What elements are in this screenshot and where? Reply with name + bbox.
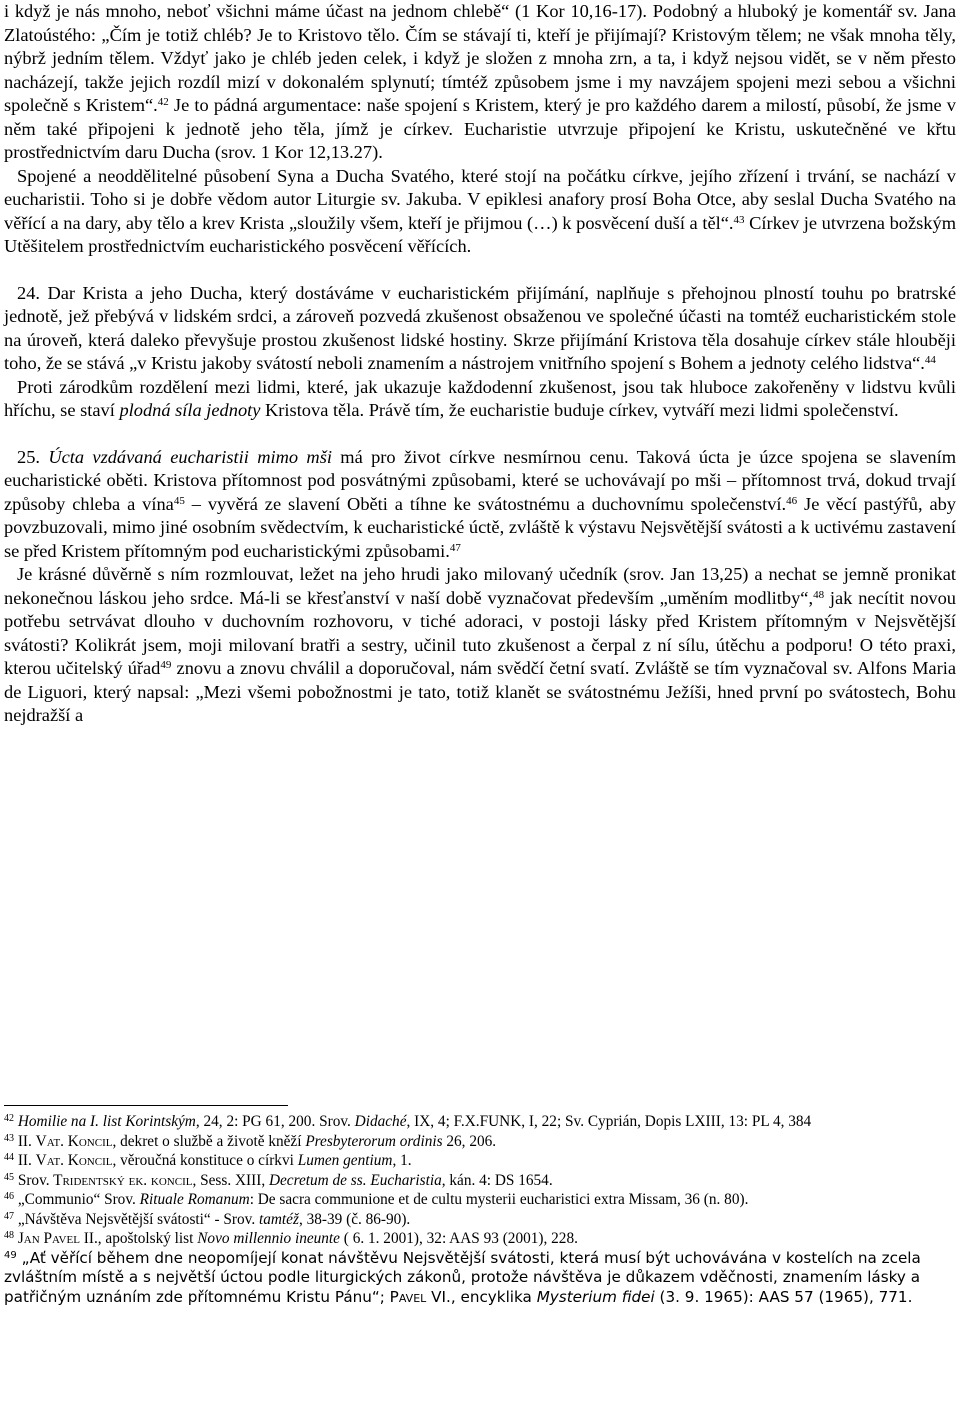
small-caps: an xyxy=(23,1230,40,1247)
paragraph-text: – vyvěrá ze slavení Oběti a tíhne ke svátostnému a duchovnímu společenství. xyxy=(184,493,787,514)
footnote-text: , 24, 2: PG 61, 200. Srov. xyxy=(195,1113,355,1130)
paragraph xyxy=(4,282,956,376)
footnote-text: , Sess. XIII, xyxy=(192,1171,269,1189)
footnote-ref[interactable]: 48 xyxy=(813,588,825,601)
footnote-number: 42 xyxy=(4,1113,14,1124)
small-caps: avel xyxy=(52,1230,80,1247)
footnote-text: J xyxy=(17,1230,24,1247)
emphasis: Lumen gentium xyxy=(297,1152,393,1169)
footnote-ref[interactable]: 46 xyxy=(786,494,798,507)
footnote-ref[interactable]: 49 xyxy=(160,659,172,671)
paragraph-text: má pro život církve nesmírnou cenu. Taková úcta je úzce spojena se slavením eucharistické oběti. Kristova přítomnost pod posvátnými způsobami, které se uchovávají po mši – přítomnost trvá, dokud trvají způsoby chleba a vína xyxy=(4,446,956,514)
emphasis: Novo millennio ineunte xyxy=(197,1230,340,1247)
small-caps: Vat. Koncil xyxy=(35,1152,113,1169)
emphasis: Decretum de ss. Eucharistia xyxy=(268,1171,442,1189)
footnote-text: , 1. xyxy=(392,1152,412,1169)
paragraph-text: Proti zárodkům rozdělení mezi lidmi, které, jak ukazuje každodenní zkušenost, jsou tak hluboce zakořeněny v lidstvu kvůli hříchu, se staví xyxy=(4,376,956,420)
footnote-text: II., apoštolský list xyxy=(79,1230,198,1247)
paragraph xyxy=(4,165,956,259)
footnote xyxy=(4,1132,948,1152)
footnote xyxy=(4,1171,948,1191)
footnote-text: „Ať věřící během dne neopomíjejí konat návštěvu Nejsvětější svátosti, která musí být uchovávána v kostelích na zcela zvláštním místě a s největší úctou podle liturgických zákonů, protože návštěva je důkazem vděčnosti, znamením lásky a patřičným uznáním zde přítomnému Kristu Pánu“; P xyxy=(4,1248,921,1306)
paragraph-gap xyxy=(4,259,956,282)
paragraph-text: Je krásné důvěrně s ním rozmlouvat, ležet na jeho hrudi jako milovaný učedník (srov. Jan 13,25) a nechat se jemně pronikat nekonečnou láskou jeho srdce. Má-li se křesťanství v naší době vyznačovat především „uměním modlitby“, xyxy=(4,564,956,608)
paragraph-text: Církev je utvrzena božským Utěšitelem prostřednictvím eucharistického posvěcení věřících. xyxy=(4,212,956,256)
footnote xyxy=(4,1249,948,1308)
small-caps: Vat. Koncil xyxy=(35,1132,113,1150)
paragraph-text: Je to pádná argumentace: naše spojení s Kristem, který je pro každého darem a milostí, působí, že jsme v něm také připojeni k jednotě jeho těla, jímž je církev. Eucharistie utvrzuje připojení ke Kristu, uskutečněné ve křtu prostřednictvím daru Ducha (srov. 1 Kor 12,13.27). xyxy=(4,95,956,162)
footnote-text: P xyxy=(39,1230,53,1247)
footnote-number: 43 xyxy=(4,1132,14,1144)
footnote-text: II. xyxy=(17,1132,36,1150)
emphasis: Homilie na I. list Korintským xyxy=(17,1113,196,1130)
footnote-text: , věroučná konstituce o církvi xyxy=(112,1152,298,1169)
paragraph xyxy=(4,446,956,564)
paragraph-text: Je věcí pastýřů, aby povzbuzovali, mimo jiné osobním svědectvím, k eucharistické úctě, zvláště k výstavu Nejsvětější svátosti a k uctivému zastavení se před Kristem přítomným pod eucharistickými způsobami. xyxy=(4,493,957,561)
paragraph-gap xyxy=(4,423,956,446)
footnote-ref[interactable]: 43 xyxy=(733,213,745,226)
footnote-number: 47 xyxy=(4,1210,14,1222)
footnote-number: 45 xyxy=(4,1171,14,1183)
footnotes xyxy=(4,1112,948,1307)
small-caps: ridentský ek. koncil xyxy=(62,1171,193,1189)
footnote-text: 26, 206. xyxy=(442,1132,497,1150)
footnote-text: (3. 9. 1965): AAS 57 (1965), 771. xyxy=(654,1287,913,1306)
footnote-number: 46 xyxy=(4,1191,14,1202)
paragraph-text: jak necítit novou potřebu setrvávat dlouho v duchovním rozhovoru, v tiché adoraci, v postoji lásky před Kristem přítomným v Nejsvětější svátosti? Kolikrát jsem, moji milovaní bratři a sestry, učinil tuto zkušenost a čerpal z ní sílu, útěchu a podporu! O této praxi, kterou učitelský úřad xyxy=(4,587,957,678)
footnote-text: II. xyxy=(17,1152,36,1169)
footnote-text: VI., encyklika xyxy=(426,1287,537,1306)
footnote-ref[interactable]: 44 xyxy=(924,354,936,366)
footnote-text: „Communio“ Srov. xyxy=(17,1191,140,1208)
paragraph-text: Kristova těla. Právě tím, že eucharistie buduje církev, vytváří mezi lidmi společenství. xyxy=(260,400,899,420)
emphasis: Rituale Romanum xyxy=(139,1191,250,1208)
footnote xyxy=(4,1112,948,1132)
document-body xyxy=(4,0,956,728)
paragraph xyxy=(4,376,956,423)
footnote-text: , kán. 4: DS 1654. xyxy=(441,1171,553,1189)
paragraph-text: znovu a znovu chválil a doporučoval, nám svědčí četní svatí. Zvláště se tím vyznačoval sv. Alfons Maria de Liguori, který napsal: „Mezi všemi pobožnostmi je tato, totiž klanět se svátostnému Ježíši, hned první po svátostech, Bohu nejdražší a xyxy=(4,658,956,725)
footnote xyxy=(4,1210,948,1230)
footnote xyxy=(4,1151,948,1171)
paragraph xyxy=(4,0,956,165)
emphasis: tamtéž xyxy=(258,1210,299,1228)
footnote-number: 44 xyxy=(4,1152,14,1163)
emphasis: Presbyterorum ordinis xyxy=(305,1132,443,1150)
footnote-text: , IX, 4; F.X.FUNK, I, 22; Sv. Cyprián, Dopis LXIII, 13: PL 4, 384 xyxy=(406,1113,812,1130)
footnote-text: , 38-39 (č. 86-90). xyxy=(298,1210,411,1228)
footnote-text: , dekret o službě a životě kněží xyxy=(112,1132,306,1150)
footnote-ref[interactable]: 42 xyxy=(157,96,169,108)
emphasis: plodná síla jednoty xyxy=(119,400,261,420)
paragraph xyxy=(4,563,956,728)
emphasis: Úcta vzdávaná eucharistii mimo mši xyxy=(48,446,332,467)
paragraph-text: i když je nás mnoho, neboť všichni máme účast na jednom chlebě“ (1 Kor 10,16-17). Podobný a hluboký je komentář sv. Jana Zlatoústého: „Čím je totiž chléb? Je to Kristovo tělo. Čím se stávají ti, kteří je přijímají? Kristovým tělem; ne však mnoha těly, nýbrž jedním tělem. Vždyť jako je chléb jeden celek, i když je složen z mnoha zrn, a ta, i když nejsou vidět, se v něm přesto nacházejí, takže jejich rozdíl mizí v dokonalém splynutí; tímtéž způsobem jsme i my navzájem spojeni mezi sebou a všichni společně s Kristem“. xyxy=(4,1,956,115)
footnote-text: ( 6. 1. 2001), 32: AAS 93 (2001), 228. xyxy=(339,1230,578,1247)
footnote-number: 48 xyxy=(4,1230,14,1241)
footnote-ref[interactable]: 45 xyxy=(173,494,185,507)
footnote-separator xyxy=(4,1105,288,1106)
footnote-text: : De sacra communione et de cultu mysterii eucharistici extra Missam, 36 (n. 80). xyxy=(249,1191,749,1208)
emphasis: Mysterium fidei xyxy=(536,1287,655,1306)
footnote-text: „Návštěva Nejsvětější svátosti“ - Srov. xyxy=(17,1210,259,1228)
paragraph-text: Spojené a neoddělitelné působení Syna a Ducha Svatého, které stojí na počátku církve, jejího zřízení i trvání, se nachází v eucharistii. Toho si je dobře vědom autor Liturgie sv. Jakuba. V epiklesi anafory prosí Boha Otce, aby seslal Ducha Svatého na věřící a na dary, aby tělo a krev Krista „sloužily všem, kteří je přijmou (…) k posvěcení duší a těl“. xyxy=(4,165,956,233)
paragraph-text: 24. Dar Krista a jeho Ducha, který dostáváme v eucharistickém přijímání, naplňuje s přehojnou plností touhu po bratrské jednotě, jež přebývá v lidském srdci, a zároveň pozvedá zkušenost obsaženou ve společné účasti na tomtéž eucharistickém stole na úroveň, která daleko převyšuje prostou zkušenost lidské hostiny. Skrze přijímání Kristova těla dosahuje církev stále hlouběji toho, že se stává „v Kristu jakoby svátostí neboli znamením a nástrojem vnitřního spojení s Bohem a jednoty celého lidstva“. xyxy=(4,282,956,373)
footnote-text: Srov. T xyxy=(17,1171,63,1189)
footnote xyxy=(4,1190,948,1210)
small-caps: avel xyxy=(398,1287,427,1306)
paragraph-text: 25. xyxy=(17,446,49,467)
footnote-ref[interactable]: 47 xyxy=(449,541,461,554)
footnote xyxy=(4,1229,948,1249)
footnote-number: 49 xyxy=(4,1249,17,1261)
emphasis: Didaché xyxy=(354,1113,407,1130)
